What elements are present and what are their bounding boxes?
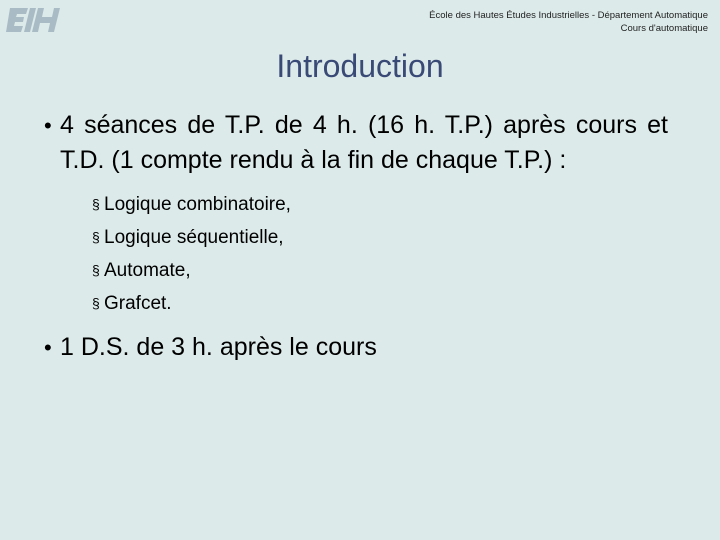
square-bullet-icon: § <box>92 196 100 212</box>
bullet-dot-icon: • <box>44 113 52 138</box>
slide-title-text: Introduction <box>276 48 444 84</box>
square-bullet-icon: § <box>92 262 100 278</box>
bullet-text: 1 D.S. de 3 h. après le cours <box>60 333 377 361</box>
header <box>429 9 708 35</box>
sub-bullet-item <box>92 188 668 221</box>
sub-bullet-item <box>92 287 668 320</box>
sub-bullet-text: Automate, <box>104 260 191 281</box>
sub-bullet-text: Logique combinatoire, <box>104 194 291 215</box>
eh-logo-icon <box>6 6 64 34</box>
sub-bullet-text: Logique séquentielle, <box>104 227 284 248</box>
sub-bullet-list <box>92 188 668 320</box>
bullet-text: 4 séances de T.P. de 4 h. (16 h. T.P.) après cours et T.D. (1 compte rendu à la fin de chaque T.P.) : <box>60 111 668 174</box>
sub-bullet-text: Grafcet. <box>104 293 172 314</box>
header-school: École des Hautes Études Industrielles - Département Automatique <box>429 10 708 21</box>
bullet-dot-icon: • <box>44 335 52 360</box>
header-course: Cours d'automatique <box>620 23 708 34</box>
bullet-item <box>44 108 668 320</box>
square-bullet-icon: § <box>92 295 100 311</box>
bullet-list <box>44 108 668 365</box>
bullet-item <box>44 330 668 365</box>
sub-bullet-item <box>92 254 668 287</box>
sub-bullet-item <box>92 221 668 254</box>
square-bullet-icon: § <box>92 229 100 245</box>
slide-title <box>0 48 720 85</box>
